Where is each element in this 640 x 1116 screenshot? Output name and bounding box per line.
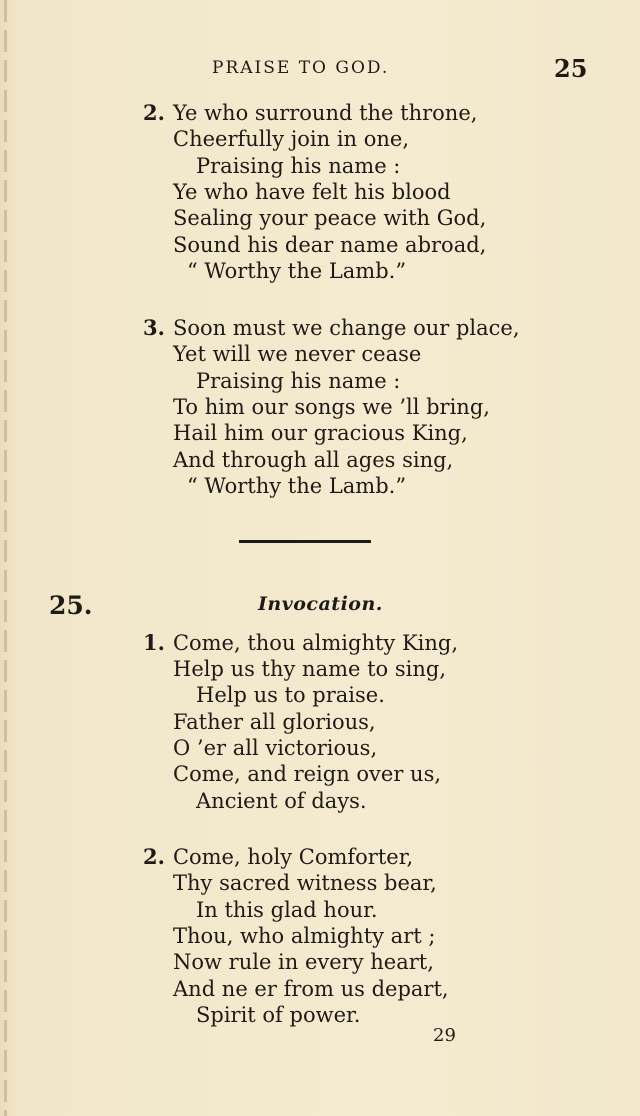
verse-line: 2. Ye who surround the throne, [143,100,478,125]
verse-line: Hail him our gracious King, [173,421,468,445]
verse-line: Spirit of power. [196,1003,361,1027]
verse-line: To him our songs we ’ll bring, [173,395,490,419]
verse-line: 1. Come, thou almighty King, [143,630,459,655]
stanza-number: 3. [143,315,165,340]
verse-line: Praising his name : [196,154,401,178]
verse-line: Ancient of days. [196,789,367,813]
verse-line: Praising his name : [196,369,401,393]
verse-line: Help us thy name to sing, [173,657,447,681]
verse-line: Sound his dear name abroad, [173,233,487,257]
verse-line: Ye who have felt his blood [173,180,451,204]
verse-line: In this glad hour. [196,898,378,922]
stanza-number: 2. [143,844,165,869]
running-head: PRAISE TO GOD. [212,58,390,78]
hymn-title: Invocation. [258,593,383,615]
verse-line: Yet will we never cease [173,342,422,366]
verse-line: Thou, who almighty art ; [173,924,436,948]
verse-line: Help us to praise. [196,683,385,707]
verse-line: 3. Soon must we change our place, [143,315,520,340]
verse-line: And ne er from us depart, [173,977,449,1001]
stanza-number: 2. [143,100,165,125]
verse-line: Now rule in every heart, [173,950,434,974]
verse-line: Come, and reign over us, [173,762,442,786]
verse-line: “ Worthy the Lamb.” [187,259,407,283]
verse-line: Sealing your peace with God, [173,206,487,230]
verse-line: And through all ages sing, [173,448,454,472]
section-divider [239,540,371,543]
binding-edge [4,0,7,1116]
verse-line: Father all glorious, [173,710,376,734]
page-number: 25 [554,54,588,83]
verse-line: 2. Come, holy Comforter, [143,844,414,869]
verse-line: Thy sacred witness bear, [173,871,437,895]
verse-line: Cheerfully join in one, [173,127,410,151]
verse-line: O ’er all victorious, [173,736,378,760]
signature-mark: 29 [433,1025,456,1046]
verse-line: “ Worthy the Lamb.” [187,474,407,498]
hymn-number: 25. [49,591,93,620]
stanza-number: 1. [143,630,165,655]
